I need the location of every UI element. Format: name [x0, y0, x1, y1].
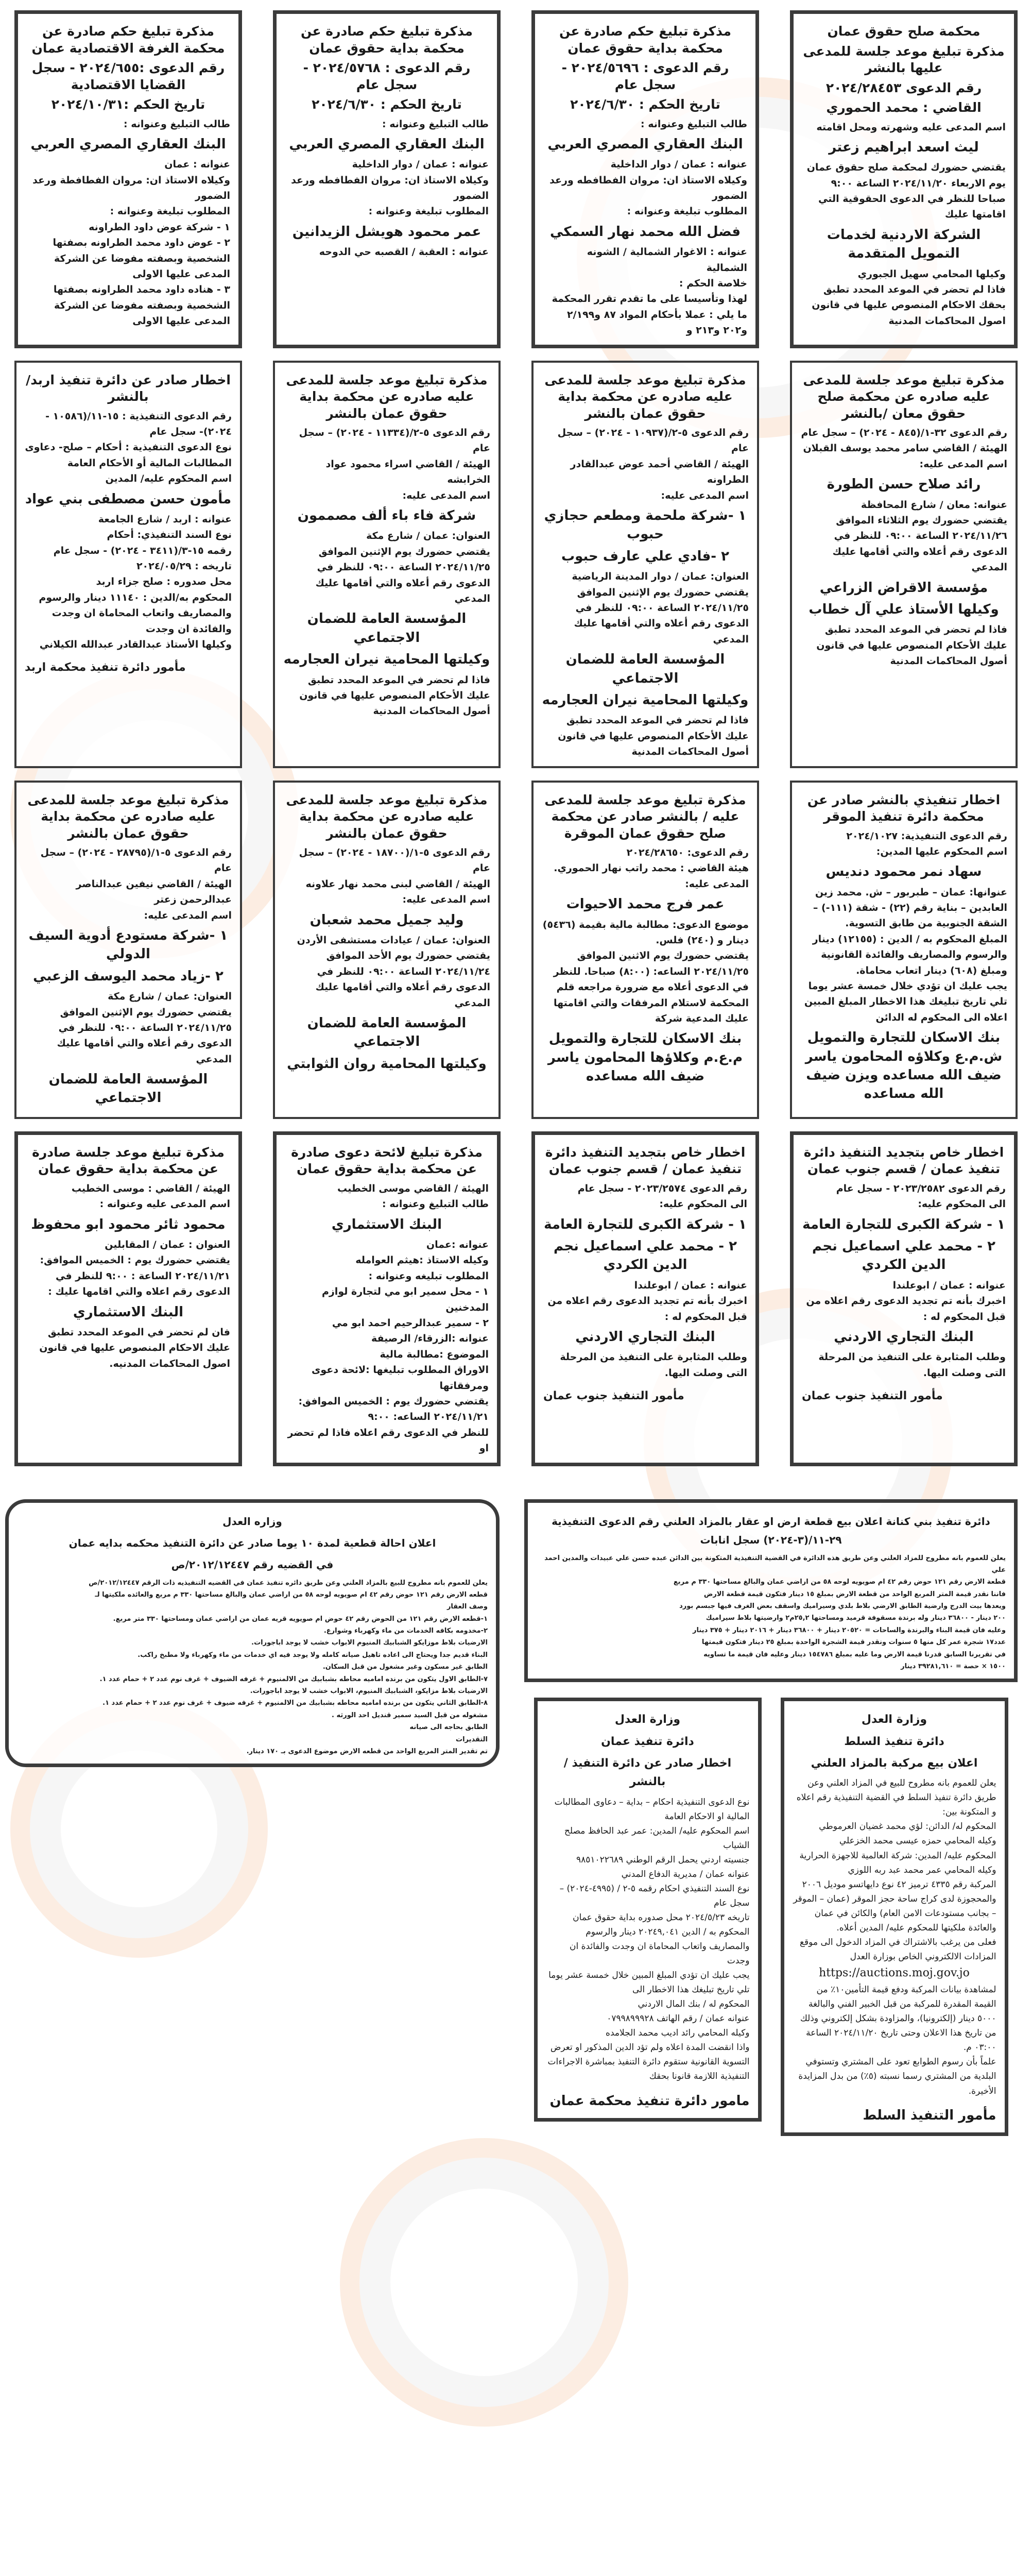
notice-text: اسم المدعى عليه وشهرته ومحل اقامته [816, 121, 1006, 133]
notice-text: ٢ - عوض داود محمد الطراونه بصفتها الشخصية وبصفته مفوضا عن الشركة المدعى عليها الاولى [53, 237, 230, 280]
notice-text: فاذا لم تحضر في الموعد المحدد تطبق عليك الأحكام المنصوص عليها في قانون أصول المحاكمات المدنية [299, 674, 490, 717]
notice-text: المدعى عليه: [685, 878, 749, 890]
notice-row [0, 1479, 1025, 2137]
notice-heading: اخطار صادر عن دائرة التنفيذ / بالنشر [563, 1757, 732, 1789]
notice-heading: مذكرة تبليغ موعد جلسة صادرة عن محكمة بداية حقوق عمان [32, 1144, 225, 1177]
notice-name: ١ -شركة مستودع أدوية السيف الدولي [28, 927, 228, 962]
notice-text: عنوانه : عمان / دوار الداخلية [610, 159, 747, 171]
notice-text: عنوانه :الزرقاء/ الرصيفة [371, 1333, 489, 1345]
notice-text: فاننا نقدر قيمة المتر المربع الواحد من قطعة الارض بمبلغ ١٥ دينار فتكون قيمة قطعة الارض [703, 1590, 1006, 1598]
notice-text: يقتضي حضورك يوم الإثنين الموافق ٢٠٢٤/١١/٢٥ الساعة ٠٩:٠٠ للنظر في الدعوى رقم أعلاه والتي أقامها عليك المدعي [315, 546, 490, 604]
notice-name: البنك العقاري المصري العربي [30, 136, 226, 152]
notice-name: ١ -شركة ملحمة ومطعم حجازي حبوب [544, 508, 747, 543]
legal-notice [534, 1698, 762, 2122]
notice-text: نوع السند التنفيذي: أحكام [107, 529, 232, 541]
notice-text: عنوانه : عمان / ابوعلندا [634, 1279, 747, 1291]
notice-heading: دائرة تنفيذ بني كنانة اعلان بيع قطعة ارض او عقار بالمزاد العلني رقم الدعوى التنفيذية ٢٩-١١/(٣-٢٠٢٤) سجل انابات [552, 1515, 990, 1546]
notice-text: يجب عليك ان تؤدي المبلغ المبين خلال خمسة عشر يوما تلي تاريخ تبليغك هذا الاخطار الى [548, 1970, 750, 1995]
notice-name: سهاد نمر محمود دنديس [825, 864, 982, 880]
notice-sign: مامور دائرة تنفيذ محكمة عمان [549, 2093, 750, 2109]
notice-text: يقتضي حضورك يوم الأحد الموافق ٢٠٢٤/١١/٢٤ الساعة ٠٩:٠٠ للنظر في الدعوى رقم أعلاه والتي أقامها عليك المدعي [315, 950, 490, 1009]
legal-notice [273, 361, 501, 768]
notice-text: عنوانها: عمان – طبربور – ش. محمد زين العابدين – بناية رقم (٢٢) - شقة (١١١-) – الشقة الجنوبية من طابق التسوية. [813, 886, 1007, 929]
notice-name: المؤسسة العامة للضمان الاجتماعي [307, 611, 467, 646]
notice-text: المركبة رقم ٤٣٣٥ ترميز ٤٢ نوع دايهاتسو موديل ٢٠٠٦ والمحجوزة لدى كراج ساحة حجز الموقر (عمان – الموقر – بجانب مستودعات الامن العام) والكائن في عمان والعائدة ملكيتها للمحكوم عليه/ المدين أعلاه. [793, 1879, 996, 1933]
notice-text: يعلن للعموم بانه مطروح للمزاد العلني وعن طريق هذه الدائرة في القضية التنفيذية المتكونة بين الدائن عبده حسن علي عبيدات والمدين احمد علي [544, 1554, 1006, 1574]
notice-text: وكيله المحامي رائد اديب محمد الجلامده [606, 2028, 750, 2039]
notice-text: اسم المدعى عليه: [661, 489, 749, 501]
legal-notice [531, 361, 759, 768]
notice-heading: رقم الدعوى ٢٠٢٤/٢٨٤٥٣ [825, 80, 982, 95]
notice-text: اخبرك بأنه تم تجديد الدعوى رقم اعلاه من قبل المحكوم له : [806, 1295, 1006, 1323]
notice-text: العنوان: عمان / شارع مكة [108, 991, 232, 1003]
notice-text: وكيله المحامي عمر محمد عبد ربه اللوزي [848, 1865, 996, 1875]
notice-heading: القاضي : محمد الحموري [826, 100, 982, 115]
notice-text: تاريخه ٢٠٢٤/٥/٢٣ محل صدوره بداية حقوق عمان [573, 1912, 750, 1923]
notice-text: العنوان: عمان / شارع مكة [366, 530, 490, 542]
notice-text: جنسيته اردني يحمل الرقم الوطني ٩٨٥١٠٢٢٦٨٩ [576, 1854, 750, 1865]
notice-text: اسم المدعى عليه: [144, 909, 232, 921]
notice-heading: مذكرة تبليغ حكم صادرة عن محكمة الغرفة الاقتصادية عمان [31, 24, 225, 56]
notice-name: وليد جميل محمد شعبان [309, 912, 464, 928]
notice-text: رقم الدعوى التنفيذية : ١٥-١١/(١٠٥٨٦ - ٢٠٢٤)- سجل عام [45, 410, 232, 437]
notice-text: الاوراق المطلوب تبليغها :لائحة دعوى ومرفقاتها [312, 1364, 489, 1392]
notice-row [0, 361, 1025, 768]
notice-text: يجب عليك ان تؤدي خلال خمسة عشر يوما تلي تاريخ تبليغك هذا الاخطار المبلغ المبين اعلاه الى المحكوم له الدائن [804, 980, 1007, 1023]
notice-name: ١ - شركة الكبرى للتجارة العامة [544, 1216, 747, 1232]
notice-text: الهيئة / القاضي لبنى محمد نهار علاونه [305, 878, 490, 890]
notice-heading: دائرة تنفيذ عمان [601, 1735, 694, 1748]
notice-text: يقتضي حضورك يوم : الخميس الموافق: ٢٠٢٤/١١/٢١ الساعه: ٩:٠٠ [298, 1395, 489, 1423]
notice-text: اسم المحكوم عليها المدين: [876, 845, 1007, 857]
notice-heading: مذكرة تبليغ لائحة دعوى صادرة عن محكمة بداية حقوق عمان [291, 1144, 483, 1177]
notice-text: رقم الدعوى ٥-٢/(١١٣٣٤ - ٢٠٢٤) – سجل عام [299, 427, 490, 454]
notice-heading: تاريخ الحكم : ٢٠٢٤/٦/٣٠ [570, 97, 720, 112]
legal-notice [790, 10, 1018, 348]
notice-name: ٢ - محمد علي اسماعيل نجم الدين الكردي [553, 1239, 737, 1273]
notice-name: عمر محمود هويشل الزيدانين [292, 224, 481, 240]
notice-text: الطابق بحاجه الى صيانه [409, 1723, 488, 1732]
notice-text: الهيئة / القاضي نيفين عبدالناصر عبدالرحمن زعتر [76, 878, 232, 906]
notice-column [524, 1499, 1018, 2137]
notice-sign: مأمور التنفيذ السلط [863, 2107, 996, 2123]
notice-text: اسم المدعى عليه: [919, 458, 1007, 470]
notice-name: البنك الاستثماري [331, 1216, 442, 1232]
notice-text: ٧-الطابق الاول يتكون من برنده اماميه محاطه بشبابيك من الالمنيوم + غرفه الضيوف + غرف نوم عدد ٢ + حمام عدد ١. [99, 1675, 488, 1683]
notice-text: عنوانه : العقبة / القصبه حي الدوحه [319, 246, 489, 258]
legal-notice [273, 1131, 501, 1466]
notice-heading: وزاره العدل [222, 1515, 282, 1528]
notice-text: رقم الدعوى: ٢٠٢٤/٢٨٦٥٠ [626, 847, 749, 858]
notice-text: رقم الدعوى ٥-٢/(١٠٩٣٧ - ٢٠٢٤) – سجل عام [557, 427, 749, 454]
notice-name: المؤسسة العامة للضمان الاجتماعي [565, 652, 725, 686]
notice-text: اخبرك بأنه تم تجديد الدعوى رقم اعلاه من قبل المحكوم له : [547, 1295, 747, 1323]
notice-text: عنوانه : عمان [164, 159, 230, 171]
notice-text: عنوانه : اربد / شارع الجامعة [98, 513, 232, 525]
notice-text: الموضوع :مطالبة مالية [380, 1348, 489, 1360]
notice-text: قطعه الارض رقم ١٢١ حوض رقم ٤٢ ام صويويه لوحه ٥٨ من اراضي عمان والبالغ مساحتها ٣٣٠ م مربع والعائده ملكيتها لـ [95, 1590, 488, 1599]
notice-heading: مذكرة تبليغ موعد جلسة للمدعى عليه صادره عن محكمة صلح حقوق معان /بالنشر [803, 372, 1005, 421]
legal-notice [273, 10, 501, 348]
notice-text: طالب التبليغ وعنوانه : [382, 1198, 489, 1210]
notice-text: يقتضي حضورك يوم الإثنين الموافق ٢٠٢٤/١١/٢٥ الساعة ٠٩:٠٠ للنظر في الدعوى رقم أعلاه والتي أقامها عليك المدعي [574, 586, 749, 645]
notice-heading: وزارة العدل [614, 1713, 681, 1726]
notice-text: عنوانه : الاغوار الشمالية / الشونه الشمالية [587, 246, 747, 274]
notice-text: ١-قطعه الارض رقم ١٢١ من الحوض رقم ٤٢ حوض ام صويويه قريه عمان من اراضي عمان ومساحتها ٣٣٠ متر مربع. [113, 1615, 488, 1623]
notice-text: تاريخه : ٢٠٢٤/٠٥/٢٩ [136, 561, 232, 572]
notice-text: ٢٠٠ دينار - ٣٦٨٠٠ دينار وله برندة مسقوفة قرميد ومساحتها ٢٥,٢م٢ وارضيتها بلاط سيراميك [706, 1614, 1006, 1622]
notice-heading: رقم الدعوى : ٢٠٢٤/٥٧٦٨ - سجل عام [303, 60, 471, 92]
notice-text: الهيئة / القاضي موسى الخطيب [337, 1182, 489, 1194]
notice-row [0, 10, 1025, 348]
notice-text: ويعدها بيت الدرج وارضية الطابق الارضي بلاط بلدي وسيراميك واسقف بعض الغرف فيها جبسم بورد [679, 1602, 1006, 1611]
notice-heading: اعلان احالة قطعية لمدة ١٠ يوما صادر عن دائرة التنفيذ محكمه بدايه عمان [68, 1536, 436, 1549]
notice-text: وعليه فان قيمة البناء والبرندة والساحات = ٢٠٥٢٠ دينار + ٣٦٨٠٠ دينار + ٢٠١٦ دينار + ٣٧٥ دينار [693, 1626, 1006, 1634]
notice-text: عدد١٧ شجرة عمر كل منها ٥ سنوات ونقدر قيمة الشجرة الواحدة بمبلغ ٢٥ دينار فتكون قيمتها [701, 1638, 1006, 1647]
notice-name: البنك التجاري الاردني [575, 1329, 715, 1345]
notice-name: ٢ -فادي علي عارف حبوب [561, 548, 729, 564]
legal-notice [14, 10, 242, 348]
notice-name: ٢ -زياد محمد اليوسف الزعبي [33, 968, 223, 984]
legal-notice [273, 781, 501, 1119]
notice-text: المبلغ المحكوم به / الدين : (١٢١٥٥) دينار والرسوم والمصاريف والفائدة القانونية ومبلغ (٦٠٨) دينار اتعاب محاماة. [812, 933, 1007, 976]
notice-text: اسم المدعى عليه وعنوانه : [99, 1198, 230, 1210]
notice-text: يعلن للعموم بانه مطروح للبيع في المزاد العلني وعن طريق دائرة تنفيذ السلط في القضية التنفيذية رقم اعلاه و المتكونة بين: [796, 1778, 996, 1818]
notice-text: وكيلها الأستاذ عبدالقادر عبدالله الكيلاني [39, 639, 232, 651]
notice-text: المطلوب تبليغة وعنوانه : [368, 206, 489, 217]
notice-name: وكيلها الأستاذ علي آل خطاب [809, 601, 999, 617]
notice-text: اسم المحكوم عليه/ المدين [105, 473, 232, 485]
notice-text: رقم الدعوى ٣٢-١/(٨٤٥ - ٢٠٢٤) – سجل عام [801, 427, 1007, 439]
notice-text: ٢-مخدومه بكافه الخدمات من ماء وكهرباء وشوارع. [323, 1627, 488, 1635]
notice-text: هيئة القاضي : محمد راتب نهار الحموري. [554, 862, 749, 874]
notice-sign: مأمور التنفيذ جنوب عمان [802, 1389, 943, 1403]
watermark-clock [340, 2138, 628, 2427]
legal-notice [531, 1131, 759, 1466]
notice-text: الهيئة / القاضي سامر محمد يوسف القبلان [803, 443, 1007, 454]
notice-heading: مذكرة تبليغ موعد جلسة للمدعى عليه صادره عن محكمة بداية حقوق عمان بالنشر [286, 792, 488, 841]
notice-text: نوع الدعوى التنفيذية احكام – بداية – دعاوى المطالبات المالية او الاحكام العامة [554, 1797, 750, 1822]
notice-heading: مذكرة تبليغ موعد جلسة للمدعى عليه صادره عن محكمة بداية حقوق عمان بالنشر [544, 372, 746, 421]
legal-notice [14, 1131, 242, 1466]
notice-text: فعلى من يرغب بالاشتراك في المزاد الدخول الى موقع المزادات الالكتروني الخاص بوزارة العدل [800, 1937, 996, 1962]
notice-text: وكيله المحامي حمزه عيسى محمد الخزعلي [839, 1836, 996, 1846]
legal-notice [14, 361, 242, 768]
notice-text: في تقريرنا السابق قدرنا قيمة الارض وما عليه بمبلغ ١٥٤٧٨٦ دينار وعليه فان قيمة ما تساويه [703, 1650, 1006, 1658]
notice-text: عنوانه :عمان [426, 1239, 489, 1251]
notice-text: المحكوم به/الدين : ١١١٤٠ دينار والرسوم والمصاريف واتعاب المحاماة ان وجدت والفائدة ان وجدت [39, 591, 232, 635]
notice-name: بنك الاسكان للتجارة والتمويل م.ع.م وكلاؤها المحامون ياسر ضيف الله مساعده [547, 1031, 743, 1084]
notice-text: فاذا لم تحضر في الموعد المحدد تطبق عليك الأحكام المنصوص عليها في قانون أصول المحاكمات المدنية [816, 624, 1007, 667]
notice-heading: في القضيه رقم ٢٠١٢/١٢٤٤٧/ص [171, 1558, 334, 1571]
notice-text: البناء قديم جدا ويحتاج الى اعاده تاهيل صيانه كامله ولا يوجد فيه اي خدمات من ماء وكهرباء ولا مطبخ راكب. [137, 1651, 488, 1659]
notice-name: ١ - شركة الكبرى للتجارة العامة [802, 1216, 1005, 1232]
notice-row [524, 1698, 1018, 2136]
notice-url[interactable]: https://auctions.moj.gov.jo [819, 1966, 970, 1979]
notice-heading: تاريخ الحكم : ٢٠٢٤/٦/٣٠ [312, 97, 462, 112]
notice-text: ١٥٠٠ × حصة = ٣٩٢٨١,٦١٠ دينار [901, 1663, 1006, 1671]
notice-text: طالب التبليغ وعنوانه : [382, 118, 489, 130]
notice-text: وكيلاه الاستاذ ان: مروان الفطافطه ورعد الضمور [291, 174, 489, 202]
notice-text: الطابق غير مسكون وغير مشغول من قبل السكان. [322, 1663, 488, 1671]
notice-heading: مذكرة تبليغ موعد جلسة للمدعى عليه / بالنشر صادر عن محكمة صلح حقوق عمان الموقرة [544, 792, 746, 841]
notice-text: التقديرات [456, 1735, 488, 1743]
notice-text: نوع السند التنفيذي احكام رقمه ٥-٢ / (٤٩٩٥-٢٠٢٤) – سجل عام [559, 1883, 750, 1908]
notice-text: الهيئة / القاضي اسراء محمود عواد الخرابشه [325, 458, 490, 486]
notice-name: ليث اسعد ابراهيم زعتر [829, 139, 979, 155]
notice-text: محل صدوره : صلح جزاء اربد [96, 576, 232, 588]
notice-name: وكيلتها المحامية نيران العجارمه [283, 652, 490, 668]
notice-name: المؤسسة العامة للضمان الاجتماعي [307, 1015, 467, 1050]
notice-text: وصف العقار [446, 1603, 488, 1611]
notice-text: عنوانه : عمان / ابوعلندا [892, 1279, 1006, 1291]
notice-sign: مأمور دائرة تنفيذ محكمة اربد [25, 661, 186, 674]
legal-notice [790, 1131, 1018, 1466]
notice-text: وطلب المثابرة على التنفيذ من المرحلة التى وصلت اليها. [560, 1351, 747, 1379]
notice-text: مشغوله من قبل السيد سمير قنديل احد الورثه . [331, 1711, 488, 1719]
notice-text: رقم الدعوى ٥-١/(١٨٧٠٠ - ٢٠٢٤) – سجل عام [299, 847, 490, 874]
legal-notice [790, 781, 1018, 1119]
notice-heading: اخطار خاص بتجديد التنفيذ دائرة تنفيذ عمان / قسم جنوب عمان [545, 1144, 746, 1177]
notice-name: البنك الاستثماري [73, 1304, 184, 1320]
legal-notice [531, 10, 759, 348]
legal-notice [531, 781, 759, 1119]
notice-text: يقتضي حضورك لمحكمة صلح حقوق عمان يوم الاربعاء ٢٠٢٤/١١/٢٠ الساعة ٩:٠٠ صباحا للنظر في الدعوى الحقوقية التي اقامتها عليك [806, 162, 1006, 221]
notice-row [0, 781, 1025, 1119]
notice-text: فان لم تحضر في الموعد المحدد تطبق عليك الاحكام المنصوص عليها في قانون اصول المحاكمات المدنيه. [39, 1326, 230, 1369]
notice-heading: دائرة تنفيذ السلط [844, 1735, 944, 1748]
notice-heading: مذكرة تبليغ موعد جلسة للمدعى عليها بالنشر [803, 43, 1005, 75]
notice-text: ١ - محل سمير ابو مي لتجارة لوازم المدخنين [321, 1286, 489, 1313]
notice-text: يقتضي حضورك يوم الإثنين الموافق ٢٠٢٤/١١/٢٥ الساعة ٠٩:٠٠ للنظر في الدعوى رقم أعلاه والتي أقامها عليك المدعي [57, 1006, 232, 1065]
notice-text: العنوان : عمان / المقابلين [105, 1239, 230, 1251]
notice-row [0, 1131, 1025, 1466]
notice-text: وطلب المثابرة على التنفيذ من المرحلة التى وصلت اليها. [818, 1351, 1006, 1379]
notice-text: رقمه ١٥-٣/(٣٤١١ - ٢٠٢٤) - سجل عام [53, 545, 232, 556]
notice-heading: اخطار تنفيذي بالنشر صادر عن محكمة دائرة تنفيذ الموقر [807, 792, 1001, 824]
notice-text: المطلوب تبليغة وعنوانه : [627, 206, 747, 217]
notice-text: ٨-الطابق الثاني يتكون من برنده اماميه محاطه بشبابيك من الالمنيوم + غرفه ضيوف + غرف نوم عدد ٢ + حمام عدد ١. [102, 1699, 488, 1707]
notice-text: اسم المحكوم عليه/ المدين: عمر عبد الحافظ مصلح الشياب [564, 1825, 750, 1851]
notice-text: الى المحكوم عليه: [918, 1198, 1006, 1210]
notice-text: المحكوم له/ الدائن: لؤي محمد غضيان العرموطي [819, 1821, 996, 1832]
notice-text: يقتضي حضورك يوم الاثنين الموافق ٢٠٢٤/١١/٢٥ الساعه: (٨:٠٠) صباحا. للنظر في الدعوى أعلاه مع ضرورة مراجعه قلم المحكمة لاستلام المرفقات والتي اقامتها عليك المدعية شركة [553, 950, 749, 1024]
legal-notice [781, 1698, 1008, 2136]
notice-text: عنوانه : عمان / دوار الداخلية [352, 159, 489, 171]
notice-text: الى المحكوم عليه: [659, 1198, 747, 1210]
notice-text: يقتضي حضورك يوم : الخميس الموافق: ٢٠٢٤/١١/٢١ الساعة : ٩:٠٠ للنظر في الدعوى رقم اعلاه والتي اقامها عليك : [40, 1255, 230, 1298]
notice-heading: مذكرة تبليغ موعد جلسة للمدعى عليه صادره عن محكمة بداية حقوق عمان بالنشر [286, 372, 488, 421]
notice-text: لهذا وتأسيسا على ما تقدم تقرر المحكمة ما يلي : عملا بأحكام المواد ٨٧ و٢/١٩٩ و٢٠٢ و٢١٣ و [552, 293, 747, 336]
notice-text: المحكوم به / الدين ٢٠٢٤٩,٠٤١ دينار والرسوم والمصاريف واتعاب المحاماة ان وجدت والفائدة ان وجدت [570, 1927, 750, 1967]
notice-heading: اخطار خاص بتجديد التنفيذ دائرة تنفيذ عمان / قسم جنوب عمان [803, 1144, 1004, 1177]
notice-text: يعلن للعموم بانه مطروح للبيع بالمزاد العلني وعن طريق دائره تنفيذ عمان في القضيه التنفيذيه ذات الرقم ٢٠١٢/١٢٤٤٧/ص [89, 1579, 488, 1587]
notice-heading: محكمة صلح حقوق عمان [827, 24, 981, 39]
notice-heading: مذكرة تبليغ حكم صادرة عن محكمة بداية حقوق عمان [301, 24, 473, 56]
legal-notice [790, 361, 1018, 768]
notice-text: نوع الدعوى التنفيذية : أحكام – صلح- دعاوى المطالبات المالية أو الأحكام العامة [25, 442, 232, 469]
notice-text: ١ - شركة عوض داود الطراونه [89, 221, 230, 233]
notice-name: البنك العقاري المصري العربي [547, 136, 743, 152]
notice-text: عنوانه عمان / رقم الهاتف ٠٧٩٩٨٩٩٩٢٨ [607, 2013, 750, 2024]
notice-name: الشركة الاردنية لخدمات التمويل المتقدمة [827, 227, 981, 262]
notice-heading: رقم الدعوى : ٢٠٢٤/٥٦٩٦ - سجل عام [561, 60, 729, 92]
notice-sign: مأمور التنفيذ جنوب عمان [543, 1389, 684, 1403]
notice-name: بنك الاسكان للتجارة والتمويل ش.م.ع وكلاؤه المحامون ياسر ضيف الله مساعده ويزن ضيف الله مساعده [805, 1030, 1003, 1102]
notice-text: للنظر في الدعوى رقم اعلاه فاذا لم تحضر او [287, 1427, 489, 1454]
notice-name: وكيلتها المحامية نيران العجارمه [542, 692, 749, 708]
notice-name: فضل الله محمد نهار السمكي [549, 224, 741, 240]
notice-text: العنوان: عمان / دوار المدينة الرياضية [572, 571, 749, 583]
notice-text: موضوع الدعوى: مطالبة مالية بقيمة (٥٤٣٦) دينار و (٢٤٠) فلس. [542, 919, 749, 946]
notice-name: البنك التجاري الاردني [834, 1329, 974, 1345]
legal-notice [14, 781, 242, 1119]
notice-text: المحكوم عليه/ المدين: شركة العالمية للاجهزة الحرارية [799, 1850, 996, 1861]
notice-name: رائد صلاح حسن الطورة [827, 477, 981, 493]
notice-text: قطعة الارض رقم ١٢١ حوض رقم ٤٢ ام صويويه لوحه ٥٨ من اراضي عمان والبالغ مساحتها ٣٣٠ م مربع [673, 1578, 1006, 1586]
notice-text: رقم الدعوى ٥-١/(٢٨٧٩٥ - ٢٠٢٤) – سجل عام [40, 847, 232, 874]
notice-heading: وزارة العدل [861, 1713, 927, 1726]
notice-name: ٢ - محمد علي اسماعيل نجم الدين الكردي [812, 1239, 996, 1273]
notice-text: الهيئة / القاضي أحمد عوض عبدالقادر الطراونه [570, 458, 749, 486]
notice-text: خلاصة الحكم : [679, 278, 747, 290]
notice-text: رقم الدعوى التنفيذية: ٢٠٢٤/١٠٢٧ [846, 830, 1007, 842]
notice-text: ٣ - هناده داود محمد الطراونه بصفتها الشخصية وبصفته مفوضا عن الشركة المدعى عليها الاولى [53, 284, 230, 327]
notice-name: المؤسسة العامة للضمان الاجتماعي [48, 1072, 208, 1106]
notice-name: مؤسسة الاقراض الزراعي [819, 580, 988, 596]
notice-text: الارضيات بلاط موزايكو الشبابيك المنيوم الابواب خشب لا يوجد اباجورات. [251, 1639, 488, 1647]
notice-text: اسم المدعى عليه: [402, 489, 490, 501]
notice-text: المحكوم له / بنك المال الاردني [638, 1999, 750, 2010]
notice-name: البنك العقاري المصري العربي [289, 136, 485, 152]
notice-heading: رقم الدعوى :٢٠٢٤/٦٥٥ - سجل القضايا الاقتصادية [31, 60, 225, 92]
notice-text: رقم الدعوى ٢٠٢٣/٢٥٧٤ - سجل عام [577, 1182, 747, 1194]
notice-text: ٢ - سمير عبدالرحيم احمد ابو مي [332, 1317, 489, 1329]
notice-name: شركة فاء باء ألف مصممون [297, 508, 476, 524]
notice-text: فاذا لم تحضر في الموعد المحدد تطبق عليك الأحكام المنصوص عليها في قانون أصول المحاكمات المدنية [558, 715, 749, 758]
notice-heading: اعلان بيع مركبة بالمزاد العلني [811, 1757, 978, 1770]
legal-notice [5, 1499, 500, 1768]
notice-heading: تاريخ الحكم :٢٠٢٤/١٠/٣١ [51, 97, 205, 112]
notice-text: طالب التبليغ وعنوانه : [124, 118, 230, 130]
notice-heading: مذكرة تبليغ موعد جلسة للمدعى عليه صادره عن محكمة بداية حقوق عمان بالنشر [27, 792, 229, 841]
notice-text: وكيلاه الاستاذ ان: مروان الفطافطة ورعد الضمور [32, 174, 230, 202]
notice-text: اسم المدعى عليه: [402, 894, 490, 906]
notice-name: وكيلتها المحامية روان الثوابتي [287, 1056, 487, 1072]
notice-text: الهيئة / القاضي : موسى الخطيب [71, 1182, 230, 1194]
notice-text: عنوانه عمان / مديرية الدفاع المدني [621, 1869, 750, 1879]
notice-text: لمشاهدة بيانات المركبة ودفع قيمة التأمين١٠٪ من القيمة المقدرة للمركبة من قبل الخبير الفني والبالغة ٥٠٠٠ دينار (إلكترونيا)، والمزاودة بشكل إلكتروني وذلك من تاريخ هذا الاعلان وحتى تاريخ ٢٠٢٤/١١/٢٠ الساعة ٠٣:٠٠ م. [800, 1985, 996, 2053]
notice-text: رقم الدعوى ٢٠٢٣/٢٥٨٢ - سجل عام [836, 1182, 1006, 1194]
notice-name: محمود ثائر محمود ابو محفوظ [31, 1216, 226, 1232]
notice-text: المطلوب تبليغه وعنوانه : [368, 1270, 489, 1282]
notice-text: وكيلها المحامي سهيل الجبوري [857, 268, 1006, 280]
notice-text: طالب التبليغ وعنوانه : [641, 118, 747, 130]
notice-name: مأمون حسن مصطفى بني عواد [25, 491, 232, 507]
notice-name: عمر فرج محمد الاحيوات [566, 896, 725, 912]
notice-text: العنوان: عمان / عيادات مستشفى الأردن [297, 934, 490, 946]
notice-text: يقتضي حضورك يوم الثلاثاء الموافق ٢٠٢٤/١١/٢٦ الساعة ٠٩:٠٠ للنظر في الدعوى رقم أعلاه والتي أقامها عليك المدعي [832, 515, 1007, 573]
notice-heading: اخطار صادر عن دائرة تنفيذ اربد/ بالنشر [26, 372, 231, 404]
notice-text: وكيلاه الاستاذ ان: مروان الفطافطه ورعد الضمور [549, 174, 747, 202]
notice-text: المطلوب تبليغة وعنوانه : [110, 206, 230, 217]
notice-text: عنوانه: معان / شارع المحافظة [861, 499, 1007, 511]
notice-text: فاذا لم تحضر في الموعد المحدد تطبق بحقك الاحكام المنصوص عليها في قانون اصول المحاكمات المدنية [812, 284, 1006, 327]
notice-text: واذا انقضت المدة اعلاه ولم تؤد الدين المذكور او تعرض التسوية القانونية ستقوم دائرة التنفيذ بمباشرة الاجراءات التنفيذية اللازمة قانونا بحقك [547, 2042, 750, 2082]
notice-text: وكيله الاستاذ :هيثم العوامله [355, 1255, 489, 1266]
notice-text: الارضيات بلاط مزايكو، الشبابيك المنيوم، الابواب خشب لا يوجد اباجورات. [250, 1687, 488, 1696]
legal-notice [524, 1499, 1018, 1683]
notice-text: علماً بأن رسوم الطوابع تعود على المشتري وتستوفي البلدية من المشتري رسما نسبته (٥٪) من بدل المزايدة الأخيرة. [798, 2057, 996, 2096]
notice-heading: مذكرة تبليغ حكم صادرة عن محكمة بداية حقوق عمان [559, 24, 731, 56]
notice-text: تم تقدير المتر المربع الواحد من قطعه الارض موضوع الدعوى بـ ١٧٠ دينار. [246, 1747, 488, 1755]
